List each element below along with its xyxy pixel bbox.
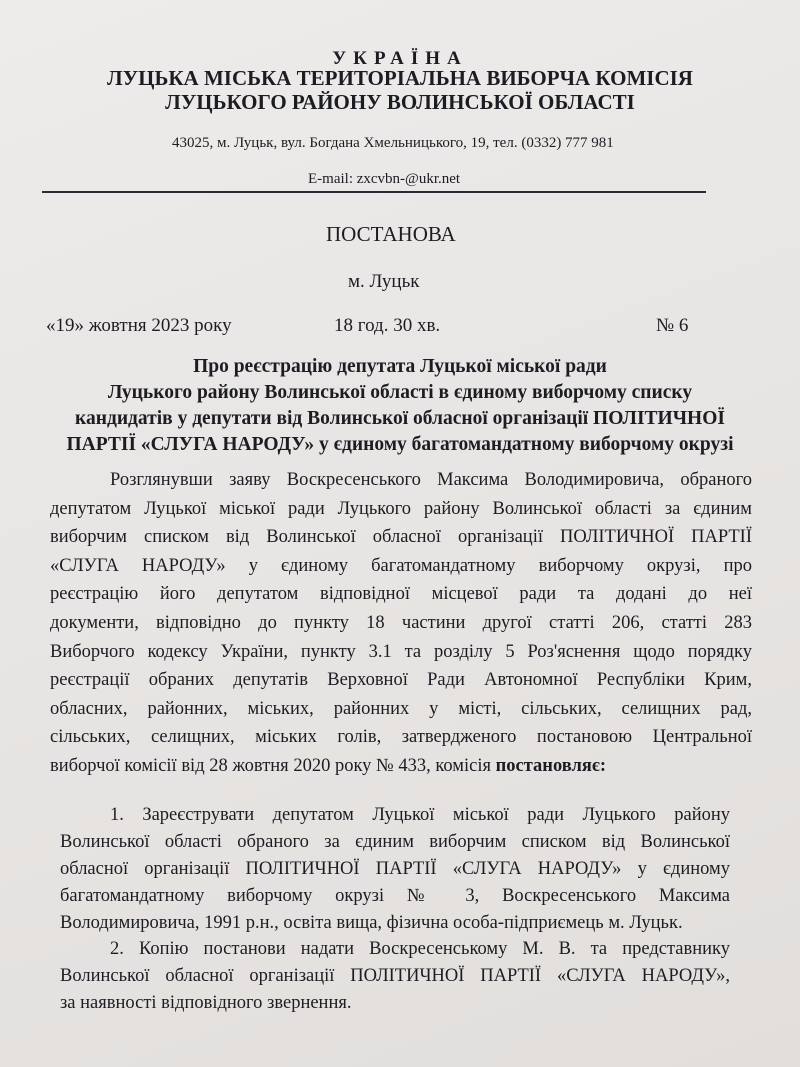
country-heading: УКРАЇНА bbox=[332, 48, 468, 69]
resolution-item-2 bbox=[60, 936, 730, 1017]
preamble-line: документи, відповідно до пункту 18 частини другої статті 206, статті 283 bbox=[50, 612, 752, 633]
item-line: за наявності відповідного звернення. bbox=[60, 993, 352, 1013]
subject-line: Про реєстрацію депутата Луцької міської ради bbox=[193, 356, 607, 377]
item-line: обласної організації ПОЛІТИЧНОЇ ПАРТІЇ «СЛУГА НАРОДУ» у єдиному bbox=[60, 859, 730, 879]
item-line: Волинської області обраного за єдиним виборчим списком від Волинської bbox=[60, 832, 730, 852]
preamble-line: депутатом Луцької міської ради Луцького району Волинської області за єдиним bbox=[50, 498, 752, 519]
commission-name-line2: ЛУЦЬКОГО РАЙОНУ ВОЛИНСЬКОЇ ОБЛАСТІ bbox=[165, 90, 635, 114]
preamble-line: обласних, районних, міських, районних у місті, сільських, селищних рад, bbox=[50, 698, 752, 719]
preamble-last-line bbox=[50, 752, 752, 781]
subject-line: ПАРТІЇ «СЛУГА НАРОДУ» у єдиному багатомандатному виборчому окрузі bbox=[66, 434, 734, 455]
resolution-item-1 bbox=[60, 802, 730, 937]
item-line: 2. Копію постанови надати Воскресенському М. В. та представнику bbox=[110, 939, 730, 959]
document-time: 18 год. 30 хв. bbox=[334, 315, 441, 336]
preamble-line: Виборчого кодексу України, пункту 3.1 та розділу 5 Роз'яснення щодо порядку bbox=[50, 641, 752, 662]
preamble-line: виборчим списком від Волинської обласної організації ПОЛІТИЧНОЇ ПАРТІЇ bbox=[50, 527, 752, 548]
preamble-line: сільських, селищних, міських голів, затвердженого постановою Центральної bbox=[50, 727, 752, 748]
item-line: Волинської обласної організації ПОЛІТИЧНОЇ ПАРТІЇ «СЛУГА НАРОДУ», bbox=[60, 966, 730, 986]
header-divider bbox=[42, 191, 706, 193]
commission-name-line1: ЛУЦЬКА МІСЬКА ТЕРИТОРІАЛЬНА ВИБОРЧА КОМІСІЯ bbox=[107, 66, 693, 90]
item-line: Володимировича, 1991 р.н., освіта вища, фізична особа-підприємець м. Луцьк. bbox=[60, 913, 683, 933]
preamble-paragraph bbox=[50, 466, 752, 781]
subject-line: Луцького району Волинської області в єдиному виборчому списку bbox=[107, 382, 693, 403]
subject-line: кандидатів у депутати від Волинської обласної організації ПОЛІТИЧНОЇ bbox=[75, 408, 725, 429]
preamble-line: Розглянувши заяву Воскресенського Максима Володимировича, обраного bbox=[110, 470, 752, 490]
item-line: 1. Зареєструвати депутатом Луцької міської ради Луцького району bbox=[110, 805, 730, 825]
document-subject bbox=[40, 354, 760, 458]
item-line: багатомандатному виборчому окрузі № 3, Воскресенського Максима bbox=[60, 886, 730, 906]
document-city: м. Луцьк bbox=[348, 271, 420, 292]
commission-email: E-mail: zxcvbn-@ukr.net bbox=[308, 171, 461, 187]
preamble-line: «СЛУГА НАРОДУ» у єдиному багатомандатному виборчому окрузі, про bbox=[50, 555, 752, 576]
preamble-line: реєстрації обраних депутатів Верховної Ради Автономної Республіки Крим, bbox=[50, 670, 752, 691]
commission-address: 43025, м. Луцьк, вул. Богдана Хмельницького, 19, тел. (0332) 777 981 bbox=[172, 135, 614, 151]
document-title: ПОСТАНОВА bbox=[326, 222, 456, 246]
preamble-line-text: виборчої комісії від 28 жовтня 2020 року № 433, комісія bbox=[50, 755, 496, 776]
document-number: № 6 bbox=[656, 315, 689, 336]
document-date: «19» жовтня 2023 року bbox=[46, 315, 232, 336]
resolves-keyword: постановляє: bbox=[495, 755, 607, 776]
preamble-line: реєстрацію його депутатом відповідної місцевої ради та додані до неї bbox=[50, 584, 752, 605]
